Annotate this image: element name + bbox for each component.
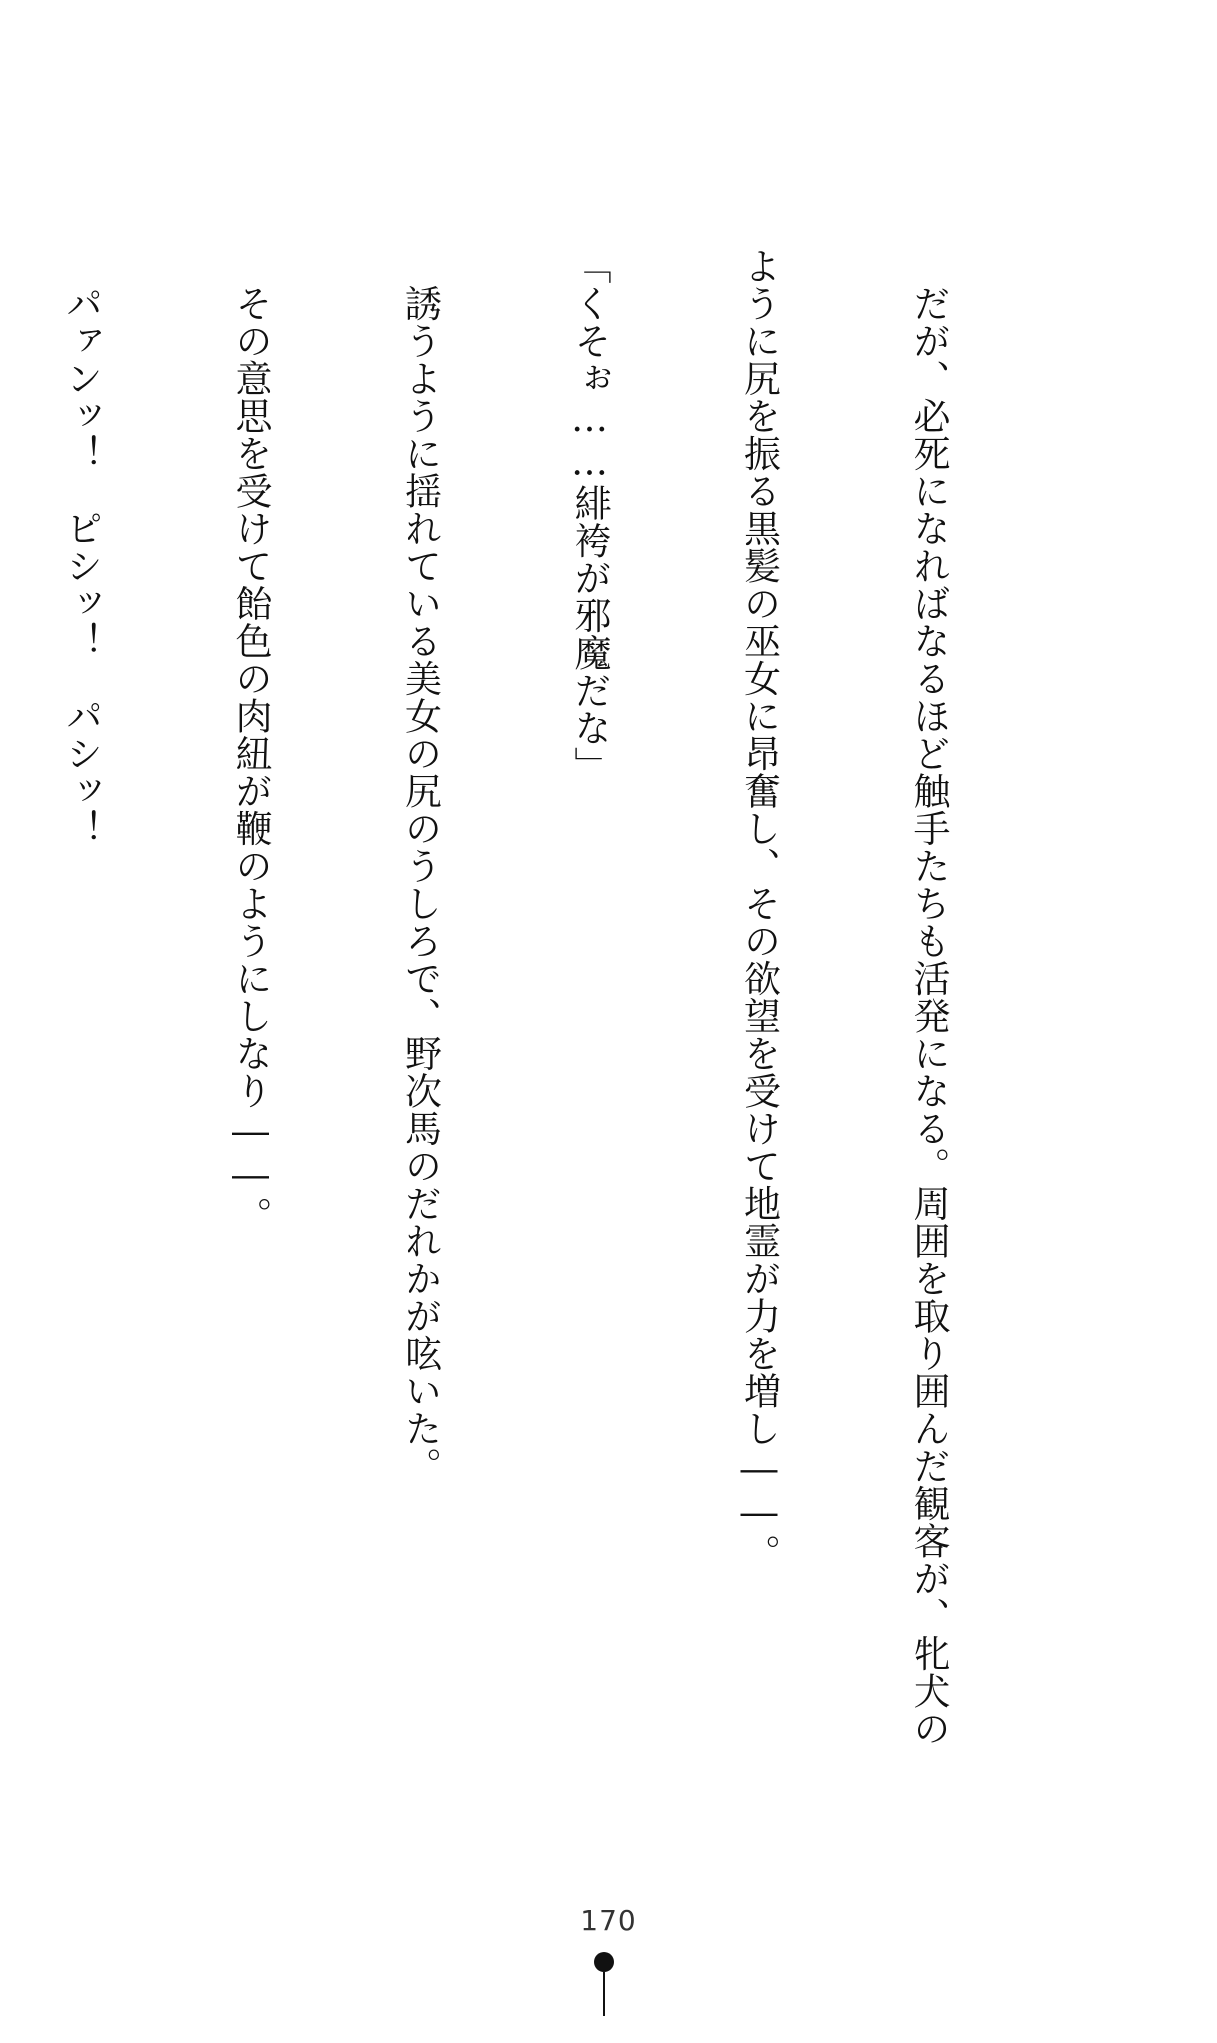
text-line-1: だが、必死になればなるほど触手たちも活発になる。周囲を取り囲んだ観客が、牝犬の	[907, 247, 950, 1747]
text-line-4: 誘うように揺れている美女の尻のうしろで、野次馬のだれかが呟いた。	[398, 247, 442, 1485]
page-marker-rule	[603, 1972, 605, 2016]
page-marker-dot	[594, 1952, 614, 1972]
text-line-3: 「くそぉ……緋袴が邪魔だな」	[568, 247, 611, 784]
page-number: 170	[580, 1904, 637, 1937]
novel-text-column	[59, 247, 1069, 1787]
text-line-2: ように尻を振る黒髪の巫女に昂奮し、その欲望を受けて地霊が力を増し――。	[737, 247, 781, 1572]
text-line-6: パァンッ！ ピシッ！ パシッ！	[59, 247, 103, 847]
text-line-5: その意思を受けて飴色の肉紐が鞭のようにしなり――。	[229, 247, 272, 1234]
